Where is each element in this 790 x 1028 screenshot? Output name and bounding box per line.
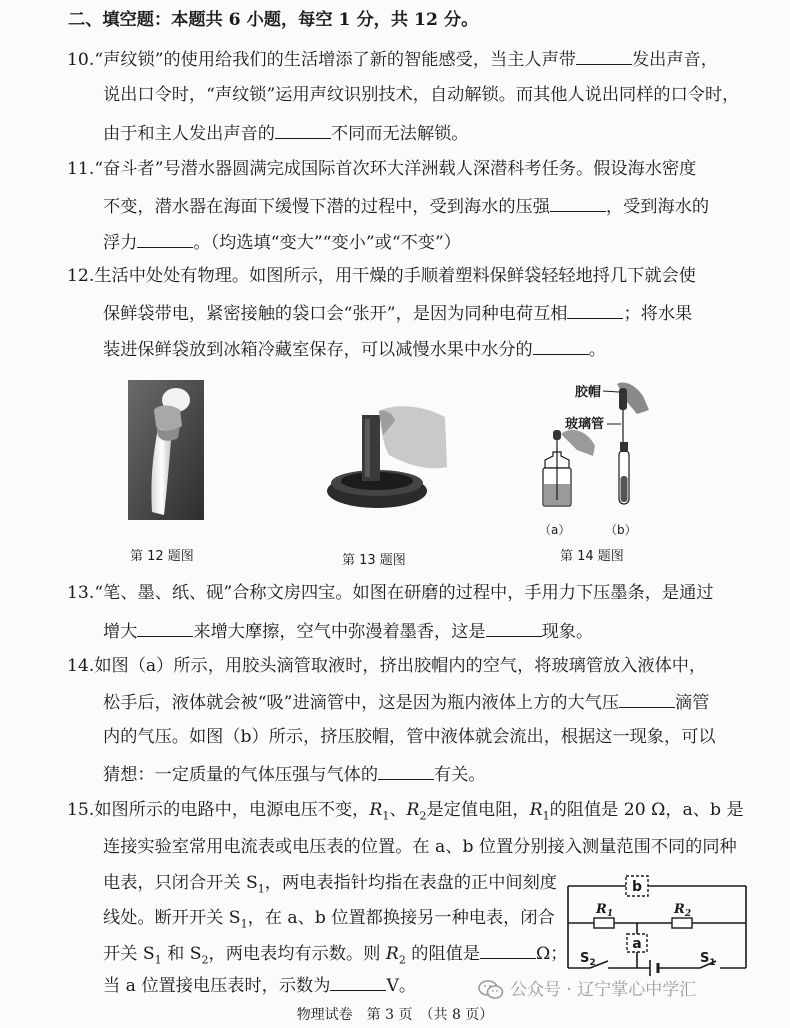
question-15-line-5: 开关 $S_1$ 和 $S_2$，两电表均有示数。则 $R_2$ 的阻值是 Ω； — [103, 941, 567, 971]
question-number: 15. — [67, 800, 95, 820]
question-12-line-1: 12.生活中处处有物理。如图所示，用干燥的手顺着塑料保鲜袋轻轻地捋几下就会使 — [67, 266, 696, 286]
question-15-line-1: 15.如图所示的电路中，电源电压不变，$R_1$、$R_2$是定值电阻，$R_1$的阻值是 20 Ω，a、b 是 — [67, 800, 744, 823]
question-15-line-6: 当 a 位置接电压表时，示数为 V。 — [103, 973, 416, 997]
question-15-line-2: 连接实验室常用电流表或电压表的位置。在 a、b 位置分别接入测量范围不同的同种 — [103, 837, 737, 857]
question-number: 11. — [67, 159, 95, 179]
question-12-line-2: 保鲜袋带电，紧密接触的袋口会“张开”，是因为同种电荷互相 ；将水果 — [103, 301, 692, 325]
answer-blank[interactable] — [550, 194, 606, 212]
question-14-line-4: 猜想：一定质量的气体压强与气体的 有关。 — [103, 762, 486, 786]
label-glass-tube: 玻璃管 — [565, 417, 605, 432]
question-number: 12. — [67, 266, 95, 286]
figure-13-photo — [325, 395, 447, 517]
question-number: 14. — [67, 656, 95, 676]
wechat-icon — [478, 980, 504, 1000]
page-footer: 物理试卷 第 3 页 （共 8 页） — [296, 1007, 494, 1023]
question-13-line-2: 增大 来增大摩擦，空气中弥漫着墨香，这是 现象。 — [103, 619, 593, 643]
question-14-line-1: 14.如图（a）所示，用胶头滴管取液时，挤出胶帽内的空气，将玻璃管放入液体中， — [67, 656, 707, 676]
answer-blank[interactable] — [567, 301, 623, 319]
circuit-diagram — [560, 868, 760, 978]
r1-label: $R_1$ — [596, 902, 614, 919]
answer-blank[interactable] — [330, 973, 386, 991]
question-15-line-3: 电表，只闭合开关 $S_1$，两电表指针均指在表盘的正中间刻度 — [103, 873, 557, 896]
answer-blank[interactable] — [619, 690, 675, 708]
circuit-svg — [560, 868, 760, 978]
s1-label: $S_1$ — [700, 951, 716, 968]
figure-12-image — [128, 380, 204, 520]
answer-blank[interactable] — [275, 121, 331, 139]
label-a: （a） — [539, 523, 571, 537]
question-14-line-3: 内的气压。如图（b）所示，挤压胶帽，管中液体就会流出，根据这一现象，可以 — [103, 727, 716, 747]
question-number: 13. — [67, 583, 95, 603]
label-b: （b） — [605, 523, 637, 537]
answer-blank[interactable] — [576, 47, 632, 65]
question-12-line-3: 装进保鲜袋放到冰箱冷藏室保存，可以减慢水果中水分的 。 — [103, 337, 606, 361]
watermark — [478, 979, 696, 1001]
watermark-text: 公众号 · 辽宁掌心中学汇 — [510, 980, 697, 1000]
r2-label: $R_2$ — [674, 902, 692, 919]
answer-blank[interactable] — [137, 230, 193, 248]
figure-13-image — [325, 395, 447, 517]
answer-blank[interactable] — [378, 762, 434, 780]
question-number: 10. — [67, 50, 95, 70]
question-14-line-2: 松手后，液体就会被“吸”进滴管中，这是因为瓶内液体上方的大气压 滴管 — [103, 690, 709, 714]
figure-14-image — [531, 380, 651, 540]
answer-blank[interactable] — [533, 337, 589, 355]
figure-12-photo — [128, 380, 204, 520]
figure-12-caption: 第 12 题图 — [130, 549, 194, 564]
meter-b-label: b — [631, 879, 643, 895]
question-11-line-2: 不变，潜水器在海面下缓慢下潜的过程中，受到海水的压强 ，受到海水的 — [103, 194, 709, 218]
figure-14-diagram — [531, 380, 651, 540]
label-dropper-bulb: 胶帽 — [575, 385, 602, 400]
section-title: 二、填空题：本题共 6 小题，每空 1 分，共 12 分。 — [68, 10, 479, 30]
question-10-line-2: 说出口令时，“声纹锁”运用声纹识别技术，自动解锁。而其他人说出同样的口令时， — [103, 85, 740, 105]
question-11-line-1: 11.“奋斗者”号潜水器圆满完成国际首次环大洋洲载人深潜科考任务。假设海水密度 — [67, 159, 697, 179]
question-11-line-3: 浮力 。（均选填“变大”“变小”或“不变”） — [103, 230, 461, 254]
meter-a-label: a — [632, 936, 642, 952]
figure-13-caption: 第 13 题图 — [342, 553, 406, 568]
answer-blank[interactable] — [486, 619, 542, 637]
question-10-line-3: 由于和主人发出声音的 不同而无法解锁。 — [103, 121, 468, 145]
s2-label: $S_2$ — [580, 951, 596, 968]
question-13-line-1: 13.“笔、墨、纸、砚”合称文房四宝。如图在研磨的过程中，手用力下压墨条，是通过 — [67, 583, 714, 603]
answer-blank[interactable] — [137, 619, 193, 637]
figure-14-caption: 第 14 题图 — [560, 549, 624, 564]
question-10-line-1: 10.“声纹锁”的使用给我们的生活增添了新的智能感受，当主人声带 发出声音， — [67, 47, 718, 71]
answer-blank[interactable] — [480, 941, 536, 959]
question-15-line-4: 线处。断开开关 $S_1$，在 a、b 位置都换接另一种电表，闭合 — [103, 908, 555, 931]
